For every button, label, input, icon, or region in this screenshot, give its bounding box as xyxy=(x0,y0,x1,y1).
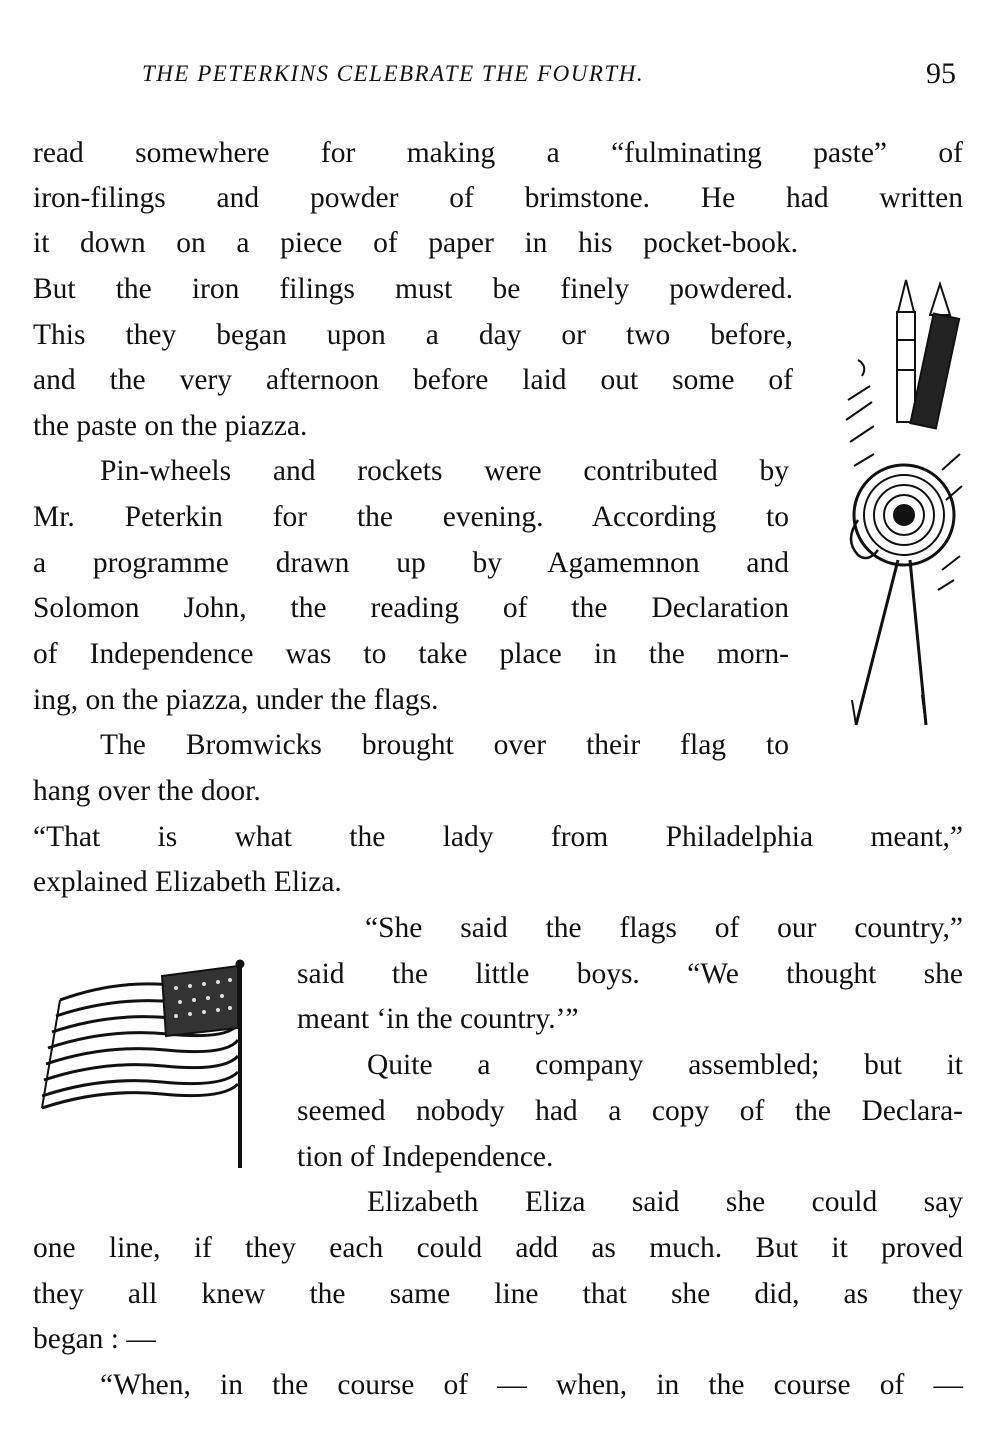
text-line: The Bromwicks brought over their flag to xyxy=(100,729,789,761)
text-line: Quite a company assembled; but it xyxy=(367,1049,963,1081)
text-line: it down on a piece of paper in his pocket-book. xyxy=(33,227,798,259)
text-line: This they began upon a day or two before, xyxy=(33,319,793,351)
text-line: meant ‘in the country.’” xyxy=(297,1003,579,1035)
rockets-pinwheel-illustration xyxy=(838,270,968,740)
page-number: 95 xyxy=(926,57,956,90)
american-flag-illustration xyxy=(30,958,250,1173)
text-line: “She said the flags of our country,” xyxy=(365,912,963,944)
text-line: the paste on the piazza. xyxy=(33,410,308,442)
text-line: explained Elizabeth Eliza. xyxy=(33,866,342,898)
text-line: “That is what the lady from Philadelphia meant,” xyxy=(33,821,963,853)
text-line: Solomon John, the reading of the Declaration xyxy=(33,592,789,624)
text-line: Pin-wheels and rockets were contributed by xyxy=(100,455,789,487)
text-line: of Independence was to take place in the morn- xyxy=(33,638,789,670)
text-line: and the very afternoon before laid out some of xyxy=(33,364,793,396)
text-line: read somewhere for making a “fulminating paste” of xyxy=(33,137,963,169)
text-line: seemed nobody had a copy of the Declara- xyxy=(297,1095,963,1127)
text-line: Mr. Peterkin for the evening. According to xyxy=(33,501,789,533)
running-head xyxy=(0,57,1000,97)
text-line: hang over the door. xyxy=(33,775,261,807)
text-line: a programme drawn up by Agamemnon and xyxy=(33,547,789,579)
text-line: said the little boys. “We thought she xyxy=(297,958,963,990)
text-line: began : — xyxy=(33,1323,156,1355)
text-line: But the iron filings must be finely powdered. xyxy=(33,273,793,305)
text-line: Elizabeth Eliza said she could say xyxy=(367,1186,963,1218)
text-line: they all knew the same line that she did, as they xyxy=(33,1278,963,1310)
running-title: THE PETERKINS CELEBRATE THE FOURTH. xyxy=(142,61,645,86)
text-line: “When, in the course of — when, in the course of — xyxy=(100,1369,963,1401)
text-line: ing, on the piazza, under the flags. xyxy=(33,684,439,716)
text-line: tion of Independence. xyxy=(297,1141,554,1173)
text-line: one line, if they each could add as much. But it proved xyxy=(33,1232,963,1264)
text-line: iron-filings and powder of brimstone. He had written xyxy=(33,182,963,214)
